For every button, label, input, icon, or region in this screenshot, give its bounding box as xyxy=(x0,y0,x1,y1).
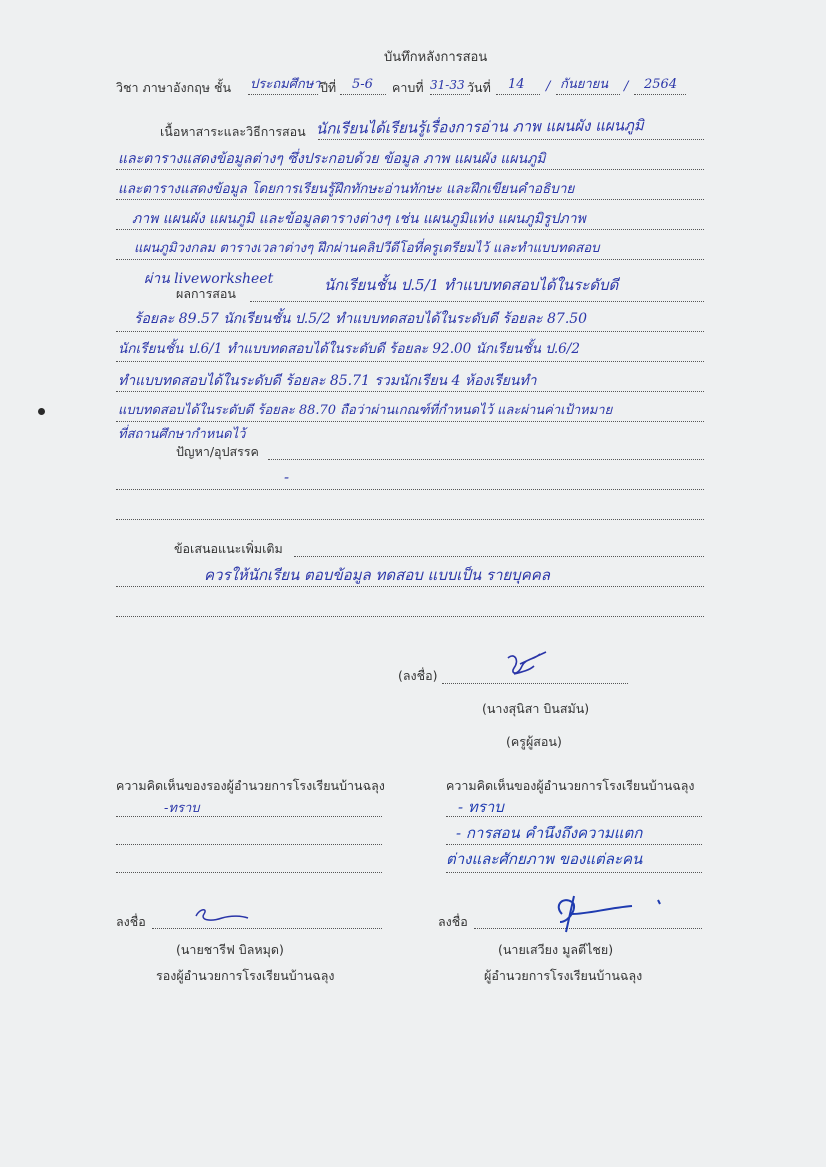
content-dots-3 xyxy=(116,199,704,200)
problems-label: ปัญหา/อุปสรรค xyxy=(176,444,259,459)
year-value: 5-6 xyxy=(352,77,373,92)
deputy-heading: ความคิดเห็นของรองผู้อำนวยการโรงเรียนบ้านฉลุง xyxy=(116,778,385,793)
suggestions-label: ข้อเสนอแนะเพิ่มเติม xyxy=(174,541,283,556)
deputy-signature xyxy=(192,904,252,926)
stray-ink-dot xyxy=(38,408,45,415)
result-line-4: ทำแบบทดสอบได้ในระดับดี ร้อยละ 85.71 รวมนักเรียน 4 ห้องเรียนทำ xyxy=(118,373,537,389)
content-dots-4 xyxy=(116,229,704,230)
director-dots-1 xyxy=(446,816,702,817)
deputy-comment: -ทราบ xyxy=(164,801,200,816)
suggestions-dots-1 xyxy=(294,556,704,557)
result-line-5: แบบทดสอบได้ในระดับดี ร้อยละ 88.70 ถือว่าผ่านเกณฑ์ที่กำหนดไว้ และผ่านค่าเป้าหมาย xyxy=(118,403,613,418)
deputy-name: (นายชารีฟ บิลหมุด) xyxy=(176,942,284,957)
deputy-position: รองผู้อำนวยการโรงเรียนบ้านฉลุง xyxy=(156,968,335,983)
content-line-2: และตารางแสดงข้อมูลต่างๆ ซึ่งประกอบด้วย ข้อมูล ภาพ แผนผัง แผนภูมิ xyxy=(118,151,546,167)
result-dots-5 xyxy=(116,421,704,422)
director-position: ผู้อำนวยการโรงเรียนบ้านฉลุง xyxy=(484,968,643,983)
content-line-5: แผนภูมิวงกลม ตารางเวลาต่างๆ ฝึกผ่านคลิปวีดีโอที่ครูเตรียมไว้ และทำแบบทดสอบ xyxy=(134,241,600,256)
director-comment-1: - ทราบ xyxy=(458,798,504,816)
year-be-dots xyxy=(634,94,686,95)
year-dots xyxy=(340,94,386,95)
month-dots xyxy=(556,94,620,95)
grade-dots xyxy=(248,94,318,95)
result-dots-2 xyxy=(116,331,704,332)
suggestions-dots-3 xyxy=(116,616,704,617)
subject-label: วิชา ภาษาอังกฤษ ชั้น xyxy=(116,80,232,95)
content-dots-1 xyxy=(318,139,704,140)
director-dots-2 xyxy=(446,844,702,845)
content-line-3: และตารางแสดงข้อมูล โดยการเรียนรู้ฝึกทักษะอ่านทักษะ และฝึกเขียนคำอธิบาย xyxy=(118,181,575,197)
year-label: ปีที่ xyxy=(320,80,337,95)
day-value: 14 xyxy=(508,77,525,92)
deputy-dots-1 xyxy=(116,816,382,817)
director-dots-3 xyxy=(446,872,702,873)
content-line-1: นักเรียนได้เรียนรู้เรื่องการอ่าน ภาพ แผนผัง แผนภูมิ xyxy=(315,116,644,138)
year-be-value: 2564 xyxy=(644,77,678,92)
period-dots xyxy=(430,94,470,95)
result-dots-4 xyxy=(116,391,704,392)
content-label: เนื้อหาสาระและวิธีการสอน xyxy=(160,124,306,139)
date-separator-1: / xyxy=(546,79,551,94)
director-name: (นายเสวียง มูลตีไชย) xyxy=(498,942,614,957)
problems-dots-3 xyxy=(116,519,704,520)
deputy-dots-3 xyxy=(116,872,382,873)
problems-dots-1 xyxy=(268,459,704,460)
teacher-signature xyxy=(500,646,560,686)
grade-value: ประถมศึกษา xyxy=(250,77,321,92)
result-line-1: นักเรียนชั้น ป.5/1 ทำแบบทดสอบได้ในระดับดี xyxy=(324,276,619,294)
result-label: ผลการสอน xyxy=(176,286,236,301)
director-sign-label: ลงชื่อ xyxy=(438,914,468,929)
date-separator-2: / xyxy=(624,79,629,94)
problems-dots-2 xyxy=(116,489,704,490)
deputy-dots-2 xyxy=(116,844,382,845)
result-line-2: ร้อยละ 89.57 นักเรียนชั้น ป.5/2 ทำแบบทดสอบได้ในระดับดี ร้อยละ 87.50 xyxy=(134,311,588,327)
day-dots xyxy=(496,94,540,95)
teacher-name: (นางสุนิสา บินสมัน) xyxy=(482,701,590,716)
result-dots-3 xyxy=(116,361,704,362)
problems-value: - xyxy=(284,468,290,486)
deputy-sign-dots xyxy=(152,928,382,929)
deputy-sign-label: ลงชื่อ xyxy=(116,914,146,929)
result-dots-1 xyxy=(250,301,704,302)
content-line-4: ภาพ แผนผัง แผนภูมิ และข้อมูลตารางต่างๆ เช่น แผนภูมิแท่ง แผนภูมิรูปภาพ xyxy=(132,211,586,227)
period-value: 31-33 xyxy=(430,78,465,92)
suggestions-dots-2 xyxy=(116,586,704,587)
period-label: คาบที่ xyxy=(392,80,424,95)
suggestions-value: ควรให้นักเรียน ตอบข้อมูล ทดสอบ แบบเป็น รายบุคคล xyxy=(204,566,550,584)
content-dots-5 xyxy=(116,259,704,260)
result-line-6: ที่สถานศึกษากำหนดไว้ xyxy=(118,427,246,442)
result-line-3: นักเรียนชั้น ป.6/1 ทำแบบทดสอบได้ในระดับดี ร้อยละ 92.00 นักเรียนชั้น ป.6/2 xyxy=(118,341,581,357)
date-label: วันที่ xyxy=(467,80,491,95)
director-comment-2: - การสอน คำนึงถึงความแตก xyxy=(456,824,643,842)
director-comment-3: ต่างและศักยภาพ ของแต่ละคน xyxy=(446,850,643,868)
director-signature xyxy=(548,892,668,936)
teacher-role: (ครูผู้สอน) xyxy=(506,734,562,749)
teacher-sign-label: (ลงชื่อ) xyxy=(398,668,438,683)
director-heading: ความคิดเห็นของผู้อำนวยการโรงเรียนบ้านฉลุง xyxy=(446,778,695,793)
content-dots-2 xyxy=(116,169,704,170)
document-title: บันทึกหลังการสอน xyxy=(384,50,488,65)
month-value: กันยายน xyxy=(560,77,609,92)
content-line-6: ผ่าน liveworksheet xyxy=(144,271,274,287)
